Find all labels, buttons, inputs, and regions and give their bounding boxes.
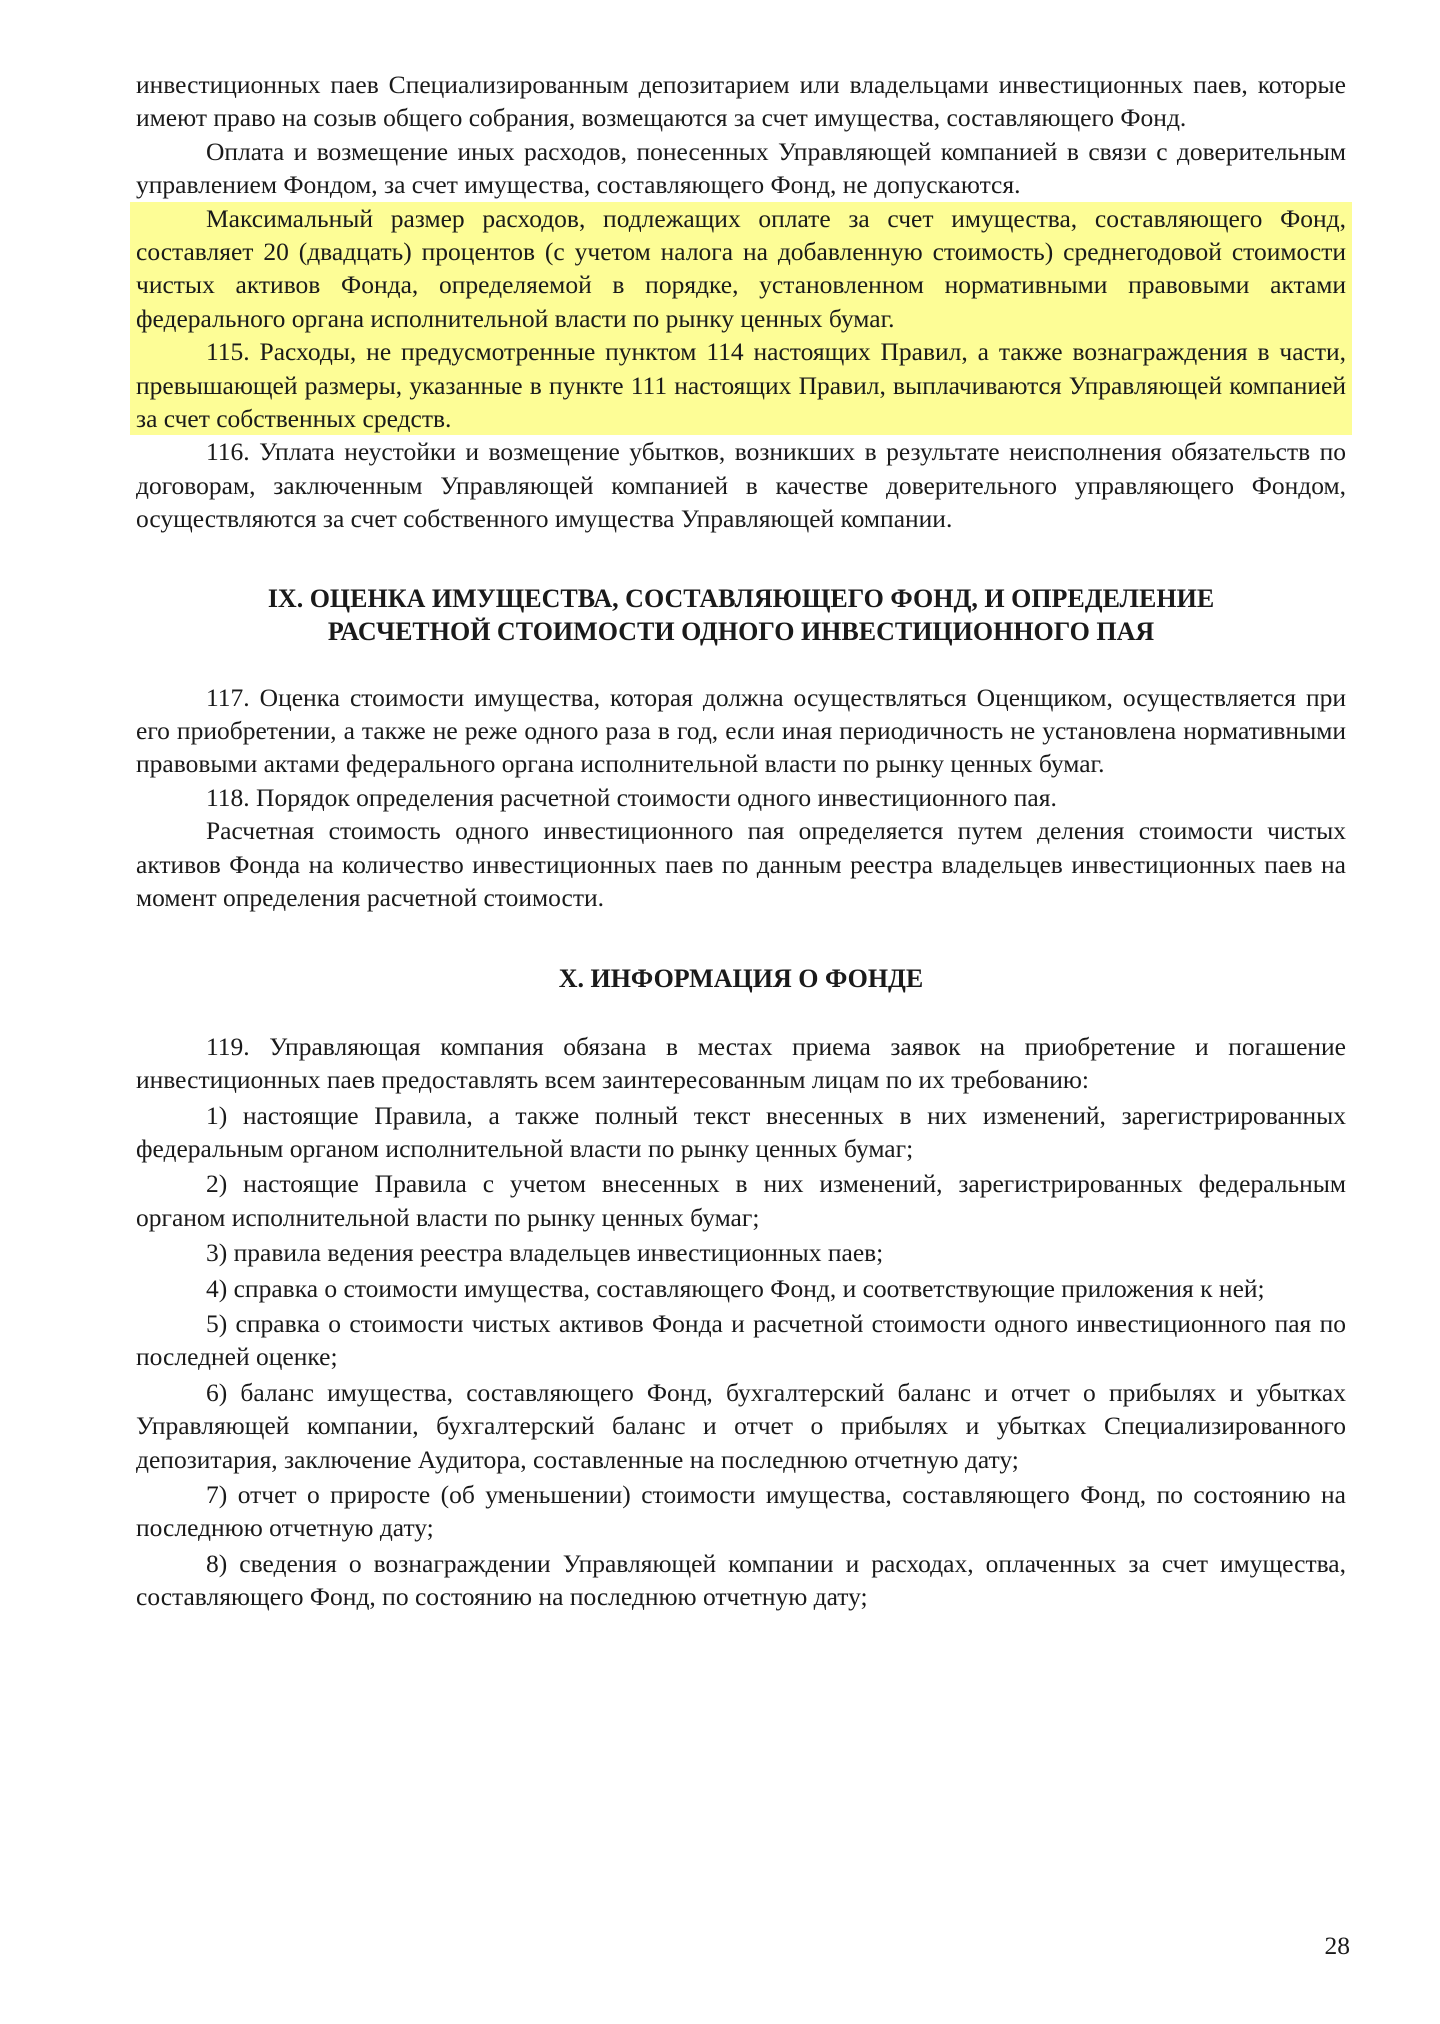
page-number: 28 (1324, 1931, 1350, 1960)
highlighted-passage (130, 202, 1352, 436)
section-9-title-line-1: IX. ОЦЕНКА ИМУЩЕСТВА, СОСТАВЛЯЮЩЕГО ФОНД, И ОПРЕДЕЛЕНИЕ (267, 583, 1215, 613)
list-item-2: 2) настоящие Правила с учетом внесенных в них изменений, зарегистрированных федеральным органом исполнительной власти по рынку ценных бумаг; (136, 1169, 1346, 1232)
paragraph-max-expenses: Максимальный размер расходов, подлежащих оплате за счет имущества, составляющего Фонд, составляет 20 (двадцать) процентов (с учетом налога на добавленную стоимость) среднегодовой стоимости чистых активов Фонда, определяемой в порядке, установленном нормативными правовыми актами федерального органа исполнительной власти по рынку ценных бумаг. (136, 203, 1346, 333)
list-item-7: 7) отчет о приросте (об уменьшении) стоимости имущества, составляющего Фонд, по состоянию на последнюю отчетную дату; (136, 1480, 1346, 1543)
section-10-title: X. ИНФОРМАЦИЯ О ФОНДЕ (558, 964, 924, 994)
paragraph-116: 116. Уплата неустойки и возмещение убытков, возникших в результате неисполнения обязательств по договорам, заключенным Управляющей компанией в качестве доверительного управляющего Фондом, осуществляются за счет собственного имущества Управляющей компании. (136, 437, 1346, 534)
section-10-heading (136, 962, 1346, 995)
section-9-title-line-2: РАСЧЕТНОЙ СТОИМОСТИ ОДНОГО ИНВЕСТИЦИОННОГО ПАЯ (327, 617, 1155, 647)
paragraph-117: 117. Оценка стоимости имущества, которая должна осуществляться Оценщиком, осуществляется при его приобретении, а также не реже одного раза в год, если иная периодичность не установлена нормативными правовыми актами федерального органа исполнительной власти по рынку ценных бумаг. (136, 682, 1346, 779)
list-item-3: 3) правила ведения реестра владельцев инвестиционных паев; (206, 1238, 884, 1268)
section-9-heading (136, 582, 1346, 649)
paragraph-118: 118. Порядок определения расчетной стоимости одного инвестиционного пая. (206, 782, 1057, 812)
list-item-1: 1) настоящие Правила, а также полный текст внесенных в них изменений, зарегистрированных федеральным органом исполнительной власти по рынку ценных бумаг; (136, 1100, 1346, 1163)
document-body (136, 68, 1346, 1614)
list-item-4: 4) справка о стоимости имущества, составляющего Фонд, и соответствующие приложения к ней; (206, 1273, 1265, 1303)
paragraph-continuation: инвестиционных паев Специализированным депозитарием или владельцами инвестиционных паев, которые имеют право на созыв общего собрания, возмещаются за счет имущества, составляющего Фонд. (136, 70, 1346, 133)
paragraph-unit-value: Расчетная стоимость одного инвестиционного пая определяется путем деления стоимости чистых активов Фонда на количество инвестиционных паев по данным реестра владельцев инвестиционных паев на момент определения расчетной стоимости. (136, 816, 1346, 912)
paragraph-other-expenses: Оплата и возмещение иных расходов, понесенных Управляющей компанией в связи с доверительным управлением Фондом, за счет имущества, составляющего Фонд, не допускаются. (136, 136, 1346, 200)
paragraph-115: 115. Расходы, не предусмотренные пунктом 114 настоящих Правил, а также вознаграждения в части, превышающей размеры, указанные в пункте 111 настоящих Правил, выплачиваются Управляющей компанией за счет собственных средств. (136, 337, 1346, 434)
list-item-8: 8) сведения о вознаграждении Управляющей компании и расходах, оплаченных за счет имущества, составляющего Фонд, по состоянию на последнюю отчетную дату; (136, 1548, 1346, 1612)
list-item-6: 6) баланс имущества, составляющего Фонд, бухгалтерский баланс и отчет о прибылях и убытках Управляющей компании, бухгалтерский баланс и отчет о прибылях и убытках Специализированного депозитария, заключение Аудитора, составленные на последнюю отчетную дату; (136, 1377, 1346, 1474)
paragraph-119: 119. Управляющая компания обязана в местах приема заявок на приобретение и погашение инвестиционных паев предоставлять всем заинтересованным лицам по их требованию: (136, 1031, 1346, 1095)
list-item-5: 5) справка о стоимости чистых активов Фонда и расчетной стоимости одного инвестиционного пая по последней оценке; (136, 1309, 1346, 1372)
